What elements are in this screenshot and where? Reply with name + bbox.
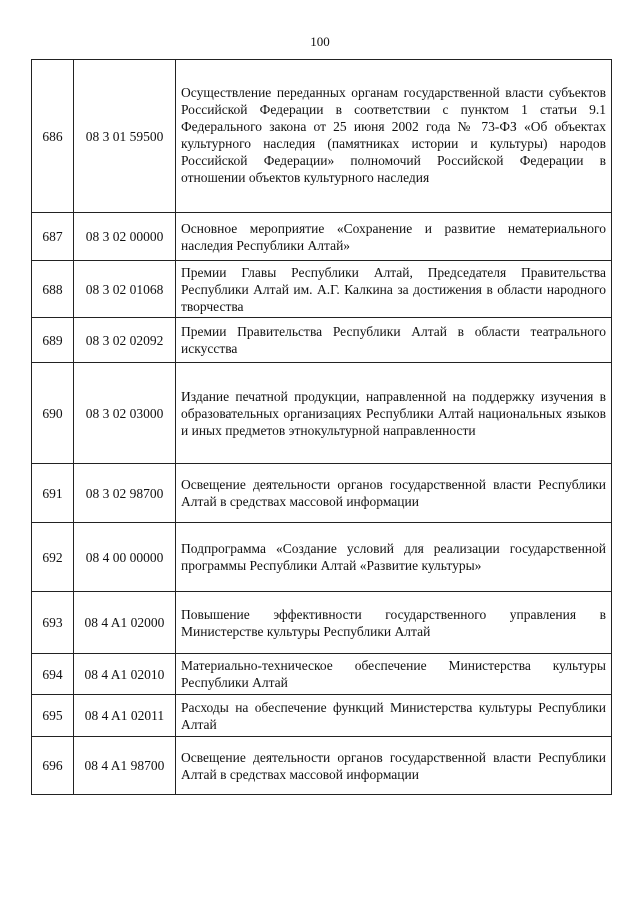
table-row [32, 261, 612, 318]
row-code: 08 4 A1 02010 [74, 654, 176, 695]
table-row [32, 213, 612, 261]
table-row [32, 592, 612, 654]
table-row [32, 695, 612, 737]
row-description-text: Издание печатной продукции, направленной на поддержку изучения в образовательных организациях Республики Алтай национальных языков и иных предметов этнокультурной направленности [181, 388, 606, 438]
row-code: 08 4 A1 02011 [74, 695, 176, 737]
row-number: 696 [32, 737, 74, 795]
row-code: 08 3 01 59500 [74, 60, 176, 213]
row-description [176, 464, 612, 523]
table-row [32, 654, 612, 695]
table-row [32, 523, 612, 592]
row-description [176, 654, 612, 695]
table-row [32, 60, 612, 213]
row-description-text: Освещение деятельности органов государственной власти Республики Алтай в средствах массовой информации [181, 749, 606, 782]
row-description-text: Осуществление переданных органам государственной власти субъектов Российской Федерации в соответствии с пунктом 1 статьи 9.1 Федерального закона от 25 июня 2002 года № 73-ФЗ «Об объектах культурного наследия (памятниках истории и культуры) народов Российской Федерации» полномочий Российской Федерации в отношении объектов культурного наследия [181, 85, 606, 185]
row-code: 08 4 A1 02000 [74, 592, 176, 654]
row-description [176, 523, 612, 592]
row-code: 08 4 A1 98700 [74, 737, 176, 795]
row-number: 686 [32, 60, 74, 213]
table-row [32, 318, 612, 363]
row-number: 687 [32, 213, 74, 261]
row-code: 08 4 00 00000 [74, 523, 176, 592]
row-number: 691 [32, 464, 74, 523]
row-code: 08 3 02 01068 [74, 261, 176, 318]
row-description [176, 695, 612, 737]
table-row [32, 464, 612, 523]
row-number: 695 [32, 695, 74, 737]
row-description-text: Основное мероприятие «Сохранение и развитие нематериального наследия Республики Алтай» [181, 220, 606, 253]
row-description-text: Материально-техническое обеспечение Министерства культуры Республики Алтай [181, 658, 606, 690]
row-description [176, 213, 612, 261]
row-number: 689 [32, 318, 74, 363]
table-row [32, 737, 612, 795]
row-description-text: Расходы на обеспечение функций Министерства культуры Республики Алтай [181, 699, 606, 732]
row-code: 08 3 02 02092 [74, 318, 176, 363]
table-row [32, 363, 612, 464]
row-description-text: Премии Правительства Республики Алтай в области театрального искусства [181, 324, 606, 356]
row-code: 08 3 02 98700 [74, 464, 176, 523]
row-description [176, 737, 612, 795]
row-code: 08 3 02 00000 [74, 213, 176, 261]
row-number: 688 [32, 261, 74, 318]
row-number: 690 [32, 363, 74, 464]
row-description-text: Премии Главы Республики Алтай, Председателя Правительства Республики Алтай им. А.Г. Калкина за достижения в области народного творчества [181, 264, 606, 314]
row-description [176, 261, 612, 318]
row-description-text: Освещение деятельности органов государственной власти Республики Алтай в средствах массовой информации [181, 477, 606, 509]
row-number: 693 [32, 592, 74, 654]
row-description-text: Повышение эффективности государственного управления в Министерстве культуры Республики Алтай [181, 606, 606, 639]
page-number: 100 [310, 34, 330, 49]
row-description [176, 60, 612, 213]
row-description [176, 363, 612, 464]
row-code: 08 3 02 03000 [74, 363, 176, 464]
row-number: 692 [32, 523, 74, 592]
row-number: 694 [32, 654, 74, 695]
budget-classification-table [31, 59, 612, 795]
row-description-text: Подпрограмма «Создание условий для реализации государственной программы Республики Алтай «Развитие культуры» [181, 541, 606, 573]
row-description [176, 318, 612, 363]
row-description [176, 592, 612, 654]
